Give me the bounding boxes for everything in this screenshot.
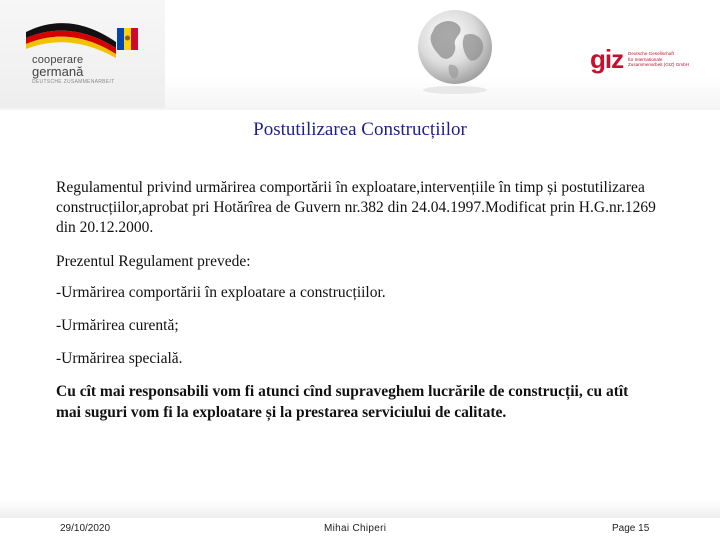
- logo-text-cooperare: cooperare: [32, 54, 84, 66]
- slide-title: Postutilizarea Construcțiilor: [253, 119, 467, 140]
- slide-content: [56, 178, 656, 423]
- giz-subtitle: [628, 51, 689, 68]
- list-item: -Urmărirea comportării în exploatare a construcțiilor.: [56, 284, 386, 301]
- list-item: -Urmărirea specială.: [56, 350, 183, 367]
- giz-subtitle-line: Deutsche Gesellschaft: [628, 51, 674, 56]
- cooperare-germana-logo: [24, 18, 149, 88]
- footer-author: Mihai Chiperi: [324, 523, 387, 534]
- footer-page-number: Page 15: [612, 523, 650, 534]
- paragraph-intro: Prezentul Regulament prevede:: [56, 253, 251, 270]
- logo-text-germana: germană: [32, 64, 84, 79]
- giz-subtitle-line: für Internationale: [628, 56, 663, 62]
- giz-logo: [590, 46, 700, 76]
- list-item: -Urmărirea curentă;: [56, 317, 179, 334]
- footer: [0, 518, 720, 540]
- giz-wordmark: giz: [590, 44, 624, 74]
- logo-text-deutsche-zusammenarbeit: DEUTSCHE ZUSAMMENARBEIT: [32, 79, 115, 85]
- flag-swoosh-icon: [24, 18, 149, 58]
- paragraph-regulation: Regulamentul privind urmărirea comportării în exploatare,intervențiile în timp și postutilizarea construcțiilor,aprobat pri Hotărîrea de Guvern nr.382 din 24.04.1997.Modificat prin H.G.nr.1269 din 20.12.2000.: [56, 179, 656, 236]
- footer-shadow: [0, 500, 720, 520]
- globe-icon: [405, 5, 505, 95]
- giz-subtitle-line: Zusammenarbeit (GIZ) GmbH: [628, 62, 690, 68]
- paragraph-conclusion: Cu cît mai responsabili vom fi atunci cînd supraveghem lucrările de construcții, cu atît mai suguri vom fi la exploatare și la prestarea serviciului de calitate.: [56, 383, 629, 421]
- footer-date: 29/10/2020: [60, 523, 111, 534]
